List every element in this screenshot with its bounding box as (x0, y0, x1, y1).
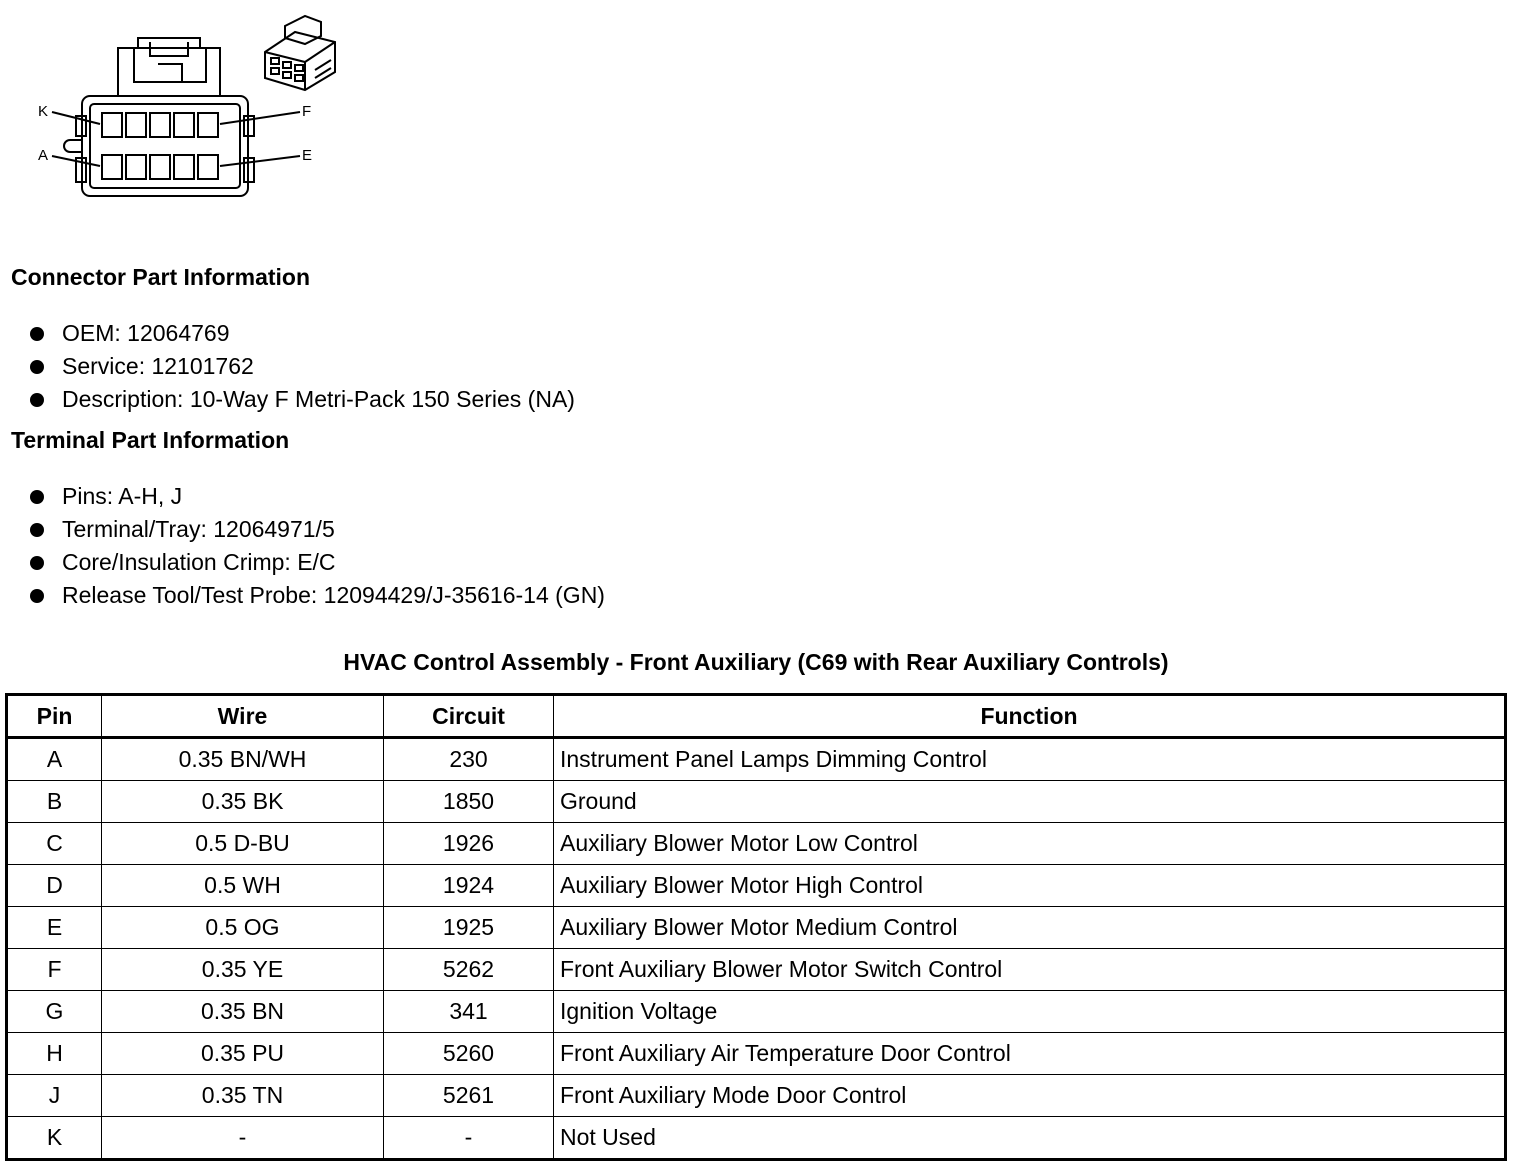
table-row (7, 823, 1506, 865)
table-row (7, 990, 1506, 1032)
table-row (7, 738, 1506, 781)
cell-function: Not Used (554, 1116, 1506, 1159)
cell-function: Ignition Voltage (554, 990, 1506, 1032)
cell-function: Front Auxiliary Blower Motor Switch Control (554, 948, 1506, 990)
pin-label-f: F (302, 103, 312, 120)
cell-circuit: 1850 (384, 781, 554, 823)
cell-pin: B (7, 781, 102, 823)
cell-circuit: 341 (384, 990, 554, 1032)
cell-wire: 0.35 PU (102, 1032, 384, 1074)
terminal-info-heading: Terminal Part Information (11, 427, 290, 453)
cell-circuit: 1924 (384, 864, 554, 906)
cell-function: Auxiliary Blower Motor Medium Control (554, 906, 1506, 948)
cell-circuit: 230 (384, 738, 554, 781)
cell-wire: 0.5 OG (102, 906, 384, 948)
cell-wire: 0.35 TN (102, 1074, 384, 1116)
cell-function: Ground (554, 781, 1506, 823)
cell-pin: F (7, 948, 102, 990)
cell-pin: G (7, 990, 102, 1032)
cell-circuit: 1926 (384, 823, 554, 865)
pin-label-k: K (38, 103, 49, 120)
cell-wire: 0.35 YE (102, 948, 384, 990)
cell-pin: J (7, 1074, 102, 1116)
list-item: Release Tool/Test Probe: 12094429/J-35616-14 (GN) (30, 579, 605, 612)
list-item: Terminal/Tray: 12064971/5 (30, 513, 605, 546)
table-row (7, 864, 1506, 906)
pinout-table (5, 693, 1507, 1161)
table-row (7, 1032, 1506, 1074)
cell-pin: A (7, 738, 102, 781)
table-header-row (7, 695, 1506, 738)
cell-circuit: 5260 (384, 1032, 554, 1074)
cell-circuit: 1925 (384, 906, 554, 948)
header-circuit: Circuit (384, 695, 554, 738)
list-item: Service: 12101762 (30, 350, 575, 383)
connector-diagram (30, 8, 370, 208)
cell-pin: H (7, 1032, 102, 1074)
cell-wire: 0.35 BN/WH (102, 738, 384, 781)
cell-circuit: - (384, 1116, 554, 1159)
list-item: Pins: A-H, J (30, 480, 605, 513)
cell-function: Auxiliary Blower Motor Low Control (554, 823, 1506, 865)
cell-wire: 0.35 BN (102, 990, 384, 1032)
cell-function: Front Auxiliary Mode Door Control (554, 1074, 1506, 1116)
cell-circuit: 5261 (384, 1074, 554, 1116)
cell-pin: C (7, 823, 102, 865)
cell-wire: 0.35 BK (102, 781, 384, 823)
connector-info-heading: Connector Part Information (11, 264, 311, 290)
cell-wire: 0.5 WH (102, 864, 384, 906)
cell-wire: - (102, 1116, 384, 1159)
table-row (7, 781, 1506, 823)
cell-pin: E (7, 906, 102, 948)
terminal-info-list (30, 480, 605, 612)
header-function: Function (554, 695, 1506, 738)
header-pin: Pin (7, 695, 102, 738)
cell-pin: K (7, 1116, 102, 1159)
list-item: OEM: 12064769 (30, 317, 575, 350)
table-row (7, 906, 1506, 948)
table-row (7, 948, 1506, 990)
header-wire: Wire (102, 695, 384, 738)
cell-function: Front Auxiliary Air Temperature Door Control (554, 1032, 1506, 1074)
table-row (7, 1116, 1506, 1159)
connector-face-drawing (30, 8, 370, 208)
pin-label-a: A (38, 147, 49, 164)
pin-label-e: E (302, 147, 313, 164)
list-item: Description: 10-Way F Metri-Pack 150 Series (NA) (30, 383, 575, 416)
table-title: HVAC Control Assembly - Front Auxiliary (C69 with Rear Auxiliary Controls) (343, 649, 1169, 675)
cell-circuit: 5262 (384, 948, 554, 990)
cell-wire: 0.5 D-BU (102, 823, 384, 865)
connector-info-list (30, 317, 575, 416)
table-row (7, 1074, 1506, 1116)
cell-pin: D (7, 864, 102, 906)
list-item: Core/Insulation Crimp: E/C (30, 546, 605, 579)
cell-function: Instrument Panel Lamps Dimming Control (554, 738, 1506, 781)
cell-function: Auxiliary Blower Motor High Control (554, 864, 1506, 906)
